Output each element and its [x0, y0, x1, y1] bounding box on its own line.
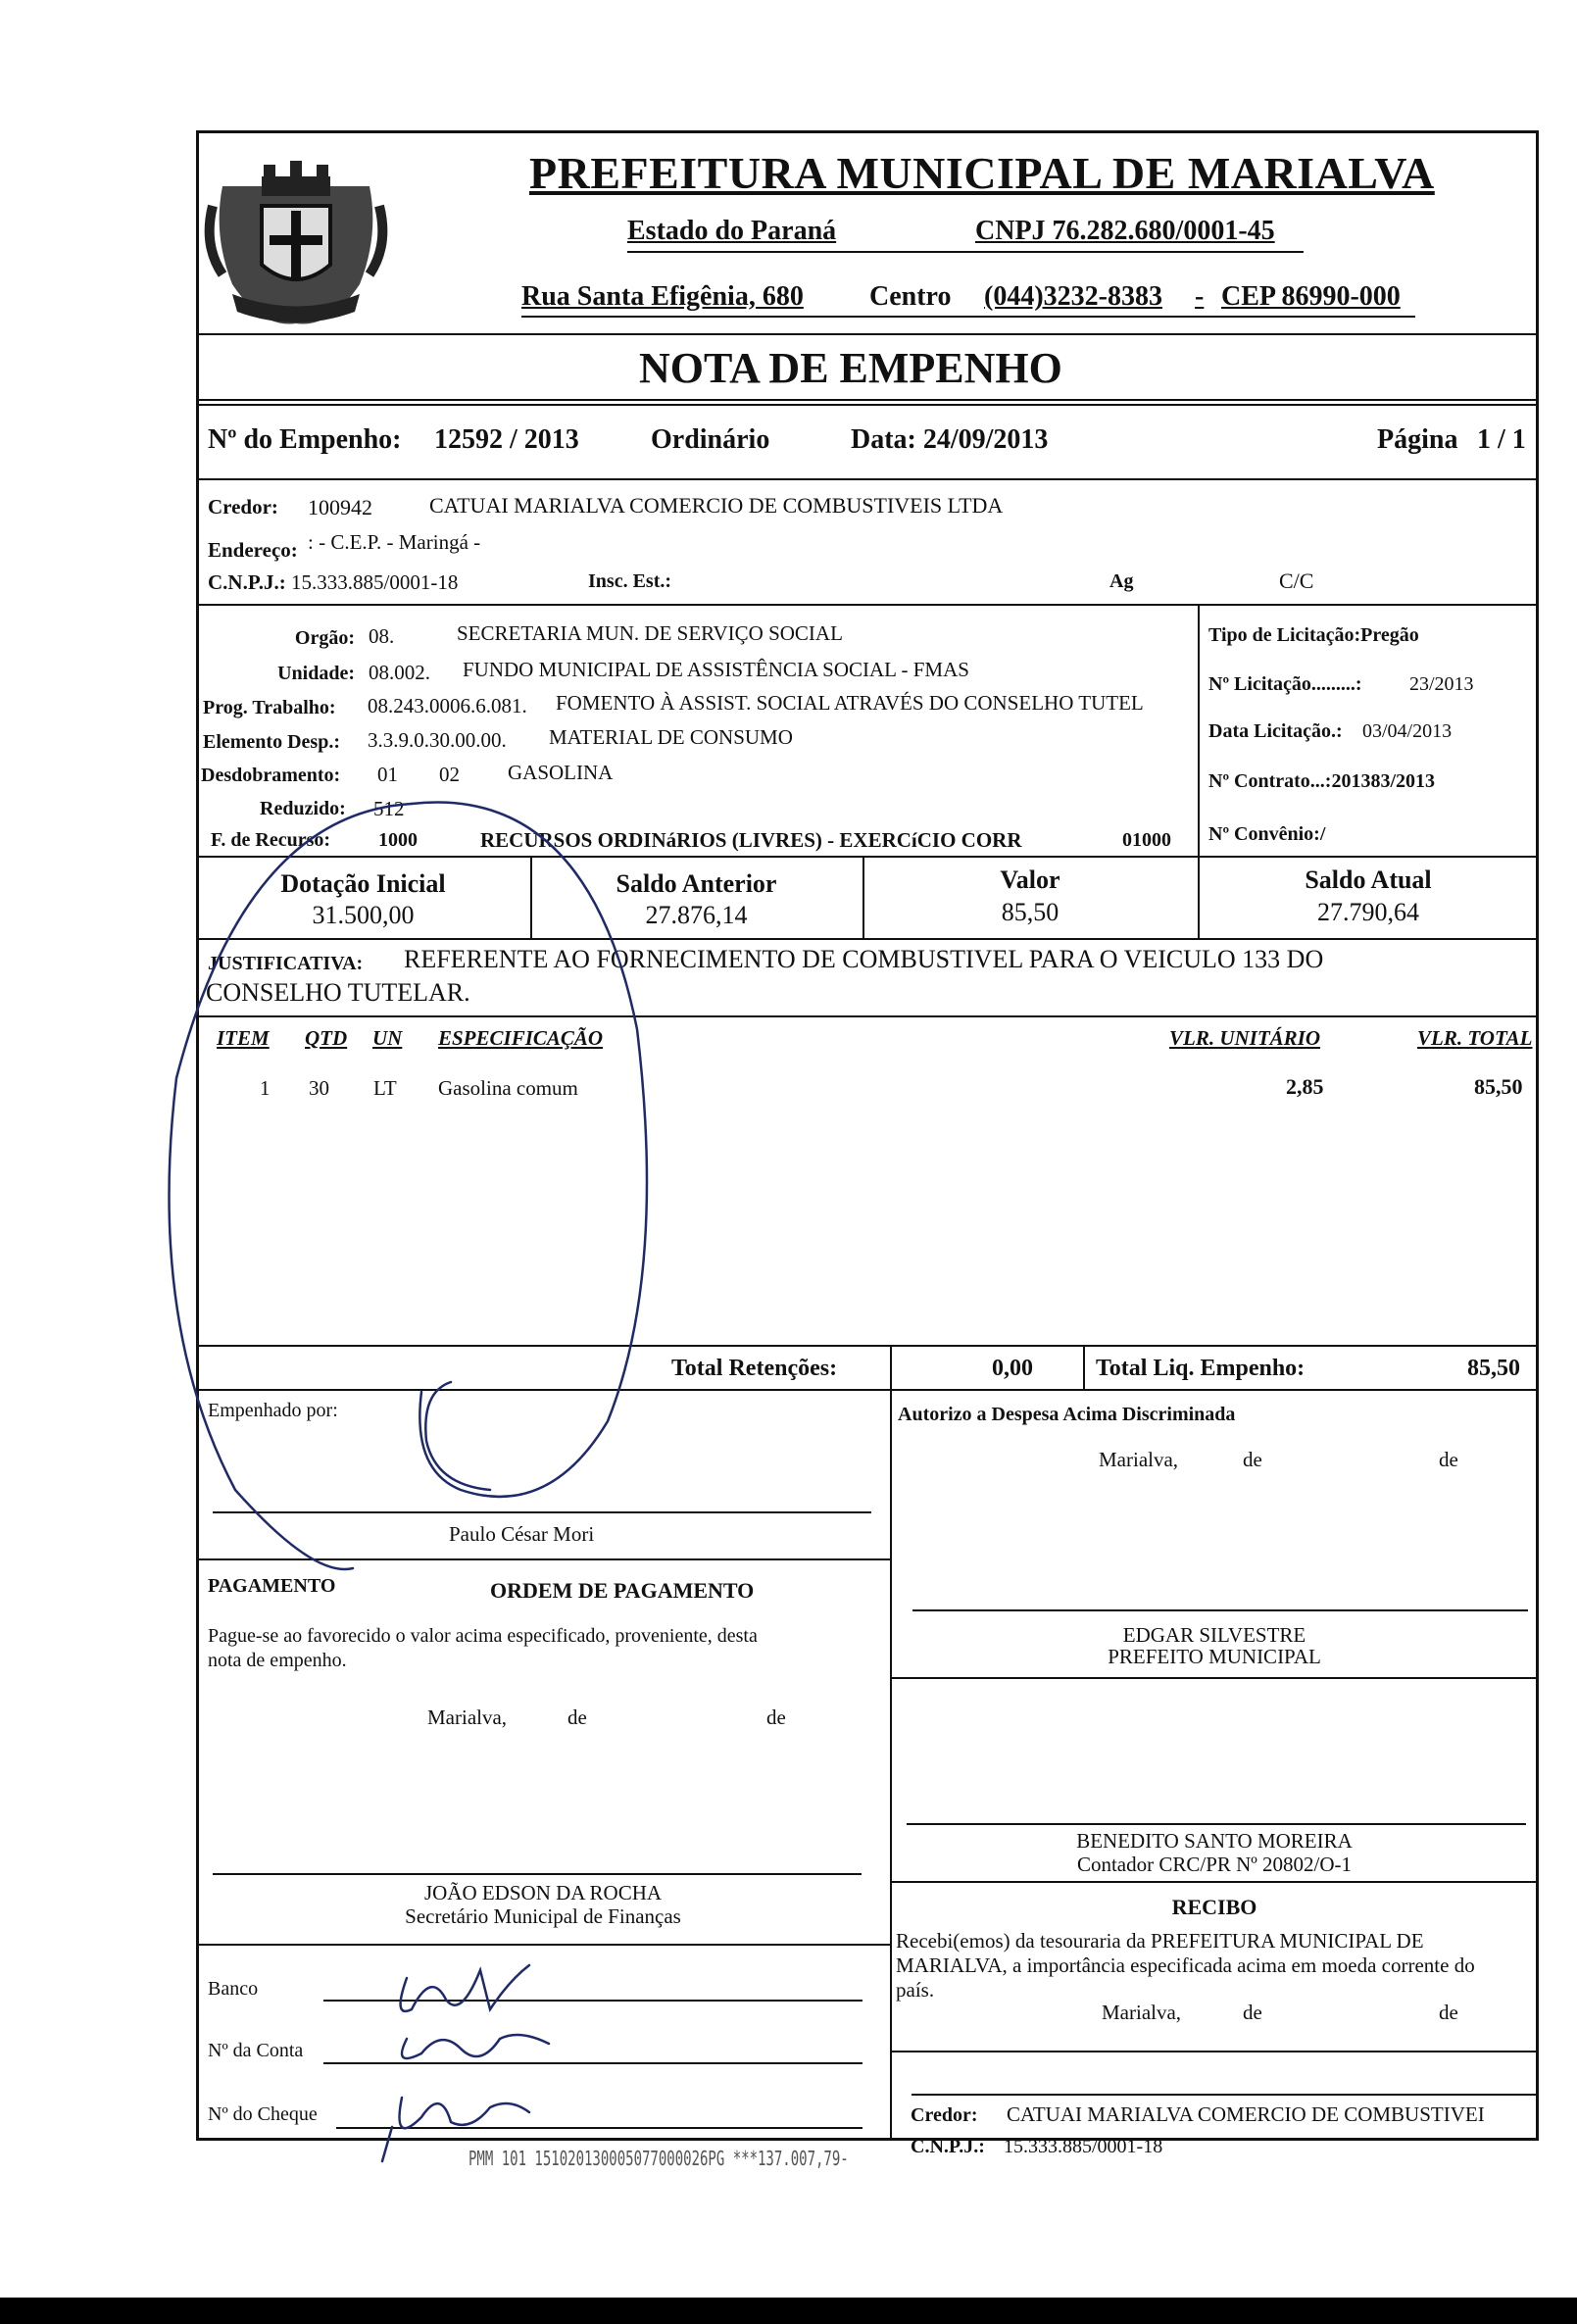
pagamento-de-1: de [567, 1706, 587, 1729]
recibo-city: Marialva, [1102, 2001, 1182, 2024]
municipality-cnpj: CNPJ 76.282.680/0001-45 [975, 216, 1275, 246]
licitacao-date-label: Data Licitação.: [1208, 720, 1343, 742]
unidade-code: 08.002. [369, 661, 430, 684]
accountant-title: Contador CRC/PR Nº 20802/O-1 [1076, 1853, 1353, 1876]
desdobramento-name: GASOLINA [508, 761, 614, 784]
cheque-tail [382, 2127, 392, 2161]
licitacao-number-label: Nº Licitação.........: [1208, 673, 1362, 695]
item-spec: Gasolina comum [438, 1076, 578, 1100]
justificativa-line-1: REFERENTE AO FORNECIMENTO DE COMBUSTIVEL PARA O VEICULO 133 DO [404, 945, 1324, 973]
spec-header: ESPECIFICAÇÃO [438, 1026, 604, 1050]
district: Centro [869, 281, 952, 312]
secretary-name: JOÃO EDSON DA ROCHA [423, 1881, 663, 1904]
convenio-number: Nº Convênio:/ [1208, 823, 1326, 845]
credor-name: CATUAI MARIALVA COMERCIO DE COMBUSTIVEIS LTDA [429, 493, 1004, 518]
fonte-recurso-code: 1000 [378, 829, 418, 851]
recibo-label: RECIBO [1171, 1895, 1257, 1919]
state-name: Estado do Paraná [627, 216, 837, 246]
justificativa-line-2: CONSELHO TUTELAR. [206, 978, 470, 1007]
credor-code: 100942 [308, 495, 372, 519]
page-label: Página [1377, 424, 1458, 455]
signature-oval [412, 803, 647, 1497]
elemento-name: MATERIAL DE CONSUMO [549, 725, 793, 749]
desdobramento-code-1: 01 [377, 763, 398, 786]
un-header: UN [372, 1026, 403, 1050]
desdobramento-label: Desdobramento: [201, 765, 341, 786]
page-number: 1 / 1 [1477, 424, 1526, 455]
unidade-name: FUNDO MUNICIPAL DE ASSISTÊNCIA SOCIAL - FMAS [463, 658, 969, 681]
retencoes-label: Total Retenções: [671, 1356, 838, 1381]
footer-authentication-code: PMM 101 151020130005077000026PG ***137.007,79- [468, 2147, 849, 2170]
saldo-atual-label: Saldo Atual [1305, 865, 1432, 894]
banco-scrawl [401, 1965, 529, 2011]
item-qtd: 30 [309, 1076, 329, 1100]
empenho-number-label: Nº do Empenho: [208, 424, 402, 455]
contrato-number: Nº Contrato...:201383/2013 [1208, 770, 1436, 792]
credor-cnpj: 15.333.885/0001-18 [291, 570, 459, 594]
qtd-header: QTD [305, 1026, 348, 1050]
reduzido-label: Reduzido: [260, 798, 346, 819]
scan-bottom-edge [0, 2298, 1577, 2324]
orgao-label: Orgão: [294, 627, 355, 649]
licitacao-number: 23/2013 [1409, 673, 1474, 695]
recibo-de-2: de [1439, 2001, 1458, 2024]
credor-address: : - C.E.P. - Maringá - [308, 530, 481, 554]
item-number: 1 [260, 1076, 271, 1100]
separator: - [1195, 281, 1205, 312]
prog-label: Prog. Trabalho: [203, 697, 336, 718]
cep: CEP 86990-000 [1221, 281, 1401, 312]
empenho-type: Ordinário [651, 424, 770, 455]
accountant-name: BENEDITO SANTO MOREIRA [1076, 1829, 1353, 1853]
credor-label: Credor: [208, 495, 278, 519]
item-unit-price: 2,85 [1286, 1074, 1324, 1099]
unit-price-header: VLR. UNITÁRIO [1169, 1026, 1321, 1050]
dotacao-inicial-value: 31.500,00 [312, 901, 415, 929]
autorizo-de-2: de [1439, 1448, 1458, 1471]
item-header: ITEM [217, 1026, 270, 1050]
total-liq-value: 85,50 [1467, 1356, 1520, 1381]
recibo-text-2: MARIALVA, a importância especificada acima em moeda corrente do [896, 1953, 1475, 1977]
mayor-name: EDGAR SILVESTRE [1122, 1623, 1306, 1647]
recibo-credor-label: Credor: [911, 2104, 978, 2126]
empenhado-name: Paulo César Mori [449, 1522, 595, 1546]
ordem-pagamento-label: ORDEM DE PAGAMENTO [490, 1578, 755, 1603]
cheque-label: Nº do Cheque [208, 2103, 318, 2125]
empenho-date: Data: 24/09/2013 [851, 424, 1049, 455]
autorizo-label: Autorizo a Despesa Acima Discriminada [898, 1404, 1236, 1425]
pagamento-label: PAGAMENTO [208, 1575, 336, 1597]
reduzido-value: 512 [373, 797, 405, 820]
fonte-recurso-name: RECURSOS ORDINáRIOS (LIVRES) - EXERCíCIO CORR [480, 828, 1022, 852]
unidade-label: Unidade: [277, 663, 355, 684]
insc-est-label: Insc. Est.: [588, 570, 672, 592]
street-address: Rua Santa Efigênia, 680 [521, 281, 804, 312]
saldo-anterior-label: Saldo Anterior [616, 869, 777, 898]
recibo-credor-name: CATUAI MARIALVA COMERCIO DE COMBUSTIVEI [1007, 2102, 1485, 2126]
mayor-title: PREFEITO MUNICIPAL [1108, 1645, 1321, 1668]
document-title: NOTA DE EMPENHO [639, 344, 1062, 392]
cc-label: C/C [1279, 569, 1314, 593]
saldo-anterior-value: 27.876,14 [645, 901, 748, 929]
saldo-atual-value: 27.790,64 [1317, 898, 1419, 926]
autorizo-de-1: de [1243, 1448, 1262, 1471]
tipo-licitacao: Tipo de Licitação:Pregão [1208, 624, 1419, 646]
phone: (044)3232-8383 [984, 281, 1162, 312]
conta-scrawl [402, 2035, 549, 2058]
address-label: Endereço: [208, 538, 298, 562]
cheque-scrawl [400, 2098, 530, 2128]
licitacao-date: 03/04/2013 [1362, 720, 1453, 742]
secretary-title: Secretário Municipal de Finanças [405, 1904, 681, 1928]
prog-name: FOMENTO À ASSIST. SOCIAL ATRAVÉS DO CONSELHO TUTEL [556, 691, 1144, 715]
recibo-cnpj-label: C.N.P.J.: [911, 2136, 985, 2157]
municipality-title: PREFEITURA MUNICIPAL DE MARIALVA [529, 148, 1435, 198]
fonte-recurso-label: F. de Recurso: [211, 829, 331, 851]
item-unit: LT [373, 1076, 397, 1100]
item-total-price: 85,50 [1474, 1074, 1523, 1099]
fonte-recurso-number: 01000 [1122, 829, 1171, 851]
valor-label: Valor [1000, 865, 1060, 894]
recibo-de-1: de [1243, 2001, 1262, 2024]
cnpj-label: C.N.P.J.: [208, 570, 286, 594]
total-price-header: VLR. TOTAL [1417, 1026, 1533, 1050]
conta-label: Nº da Conta [208, 2040, 304, 2061]
recibo-text-1: Recebi(emos) da tesouraria da PREFEITURA MUNICIPAL DE [896, 1929, 1424, 1953]
pagamento-city: Marialva, [427, 1706, 508, 1729]
recibo-text-3: país. [896, 1978, 935, 2002]
elemento-label: Elemento Desp.: [203, 731, 340, 753]
empenhado-label: Empenhado por: [208, 1400, 338, 1421]
autorizo-city: Marialva, [1099, 1448, 1179, 1471]
pagamento-text-2: nota de empenho. [208, 1650, 347, 1671]
dotacao-inicial-label: Dotação Inicial [280, 869, 446, 898]
justificativa-label: JUSTIFICATIVA: [208, 953, 364, 974]
ag-label: Ag [1109, 570, 1134, 592]
desdobramento-code-2: 02 [439, 763, 460, 786]
empenho-number: 12592 / 2013 [434, 424, 579, 455]
orgao-name: SECRETARIA MUN. DE SERVIÇO SOCIAL [457, 621, 843, 645]
orgao-code: 08. [369, 624, 395, 648]
signature-loop [170, 804, 413, 1569]
prog-code: 08.243.0006.6.081. [368, 694, 527, 717]
pagamento-de-2: de [766, 1706, 786, 1729]
recibo-cnpj: 15.333.885/0001-18 [1004, 2136, 1163, 2157]
total-liq-label: Total Liq. Empenho: [1096, 1356, 1306, 1381]
elemento-code: 3.3.9.0.30.00.00. [368, 728, 507, 752]
pagamento-text-1: Pague-se ao favorecido o valor acima especificado, proveniente, desta [208, 1625, 758, 1647]
banco-label: Banco [208, 1978, 259, 2000]
retencoes-value: 0,00 [992, 1356, 1033, 1381]
signature-hook [425, 1382, 490, 1490]
valor-value: 85,50 [1001, 898, 1060, 926]
